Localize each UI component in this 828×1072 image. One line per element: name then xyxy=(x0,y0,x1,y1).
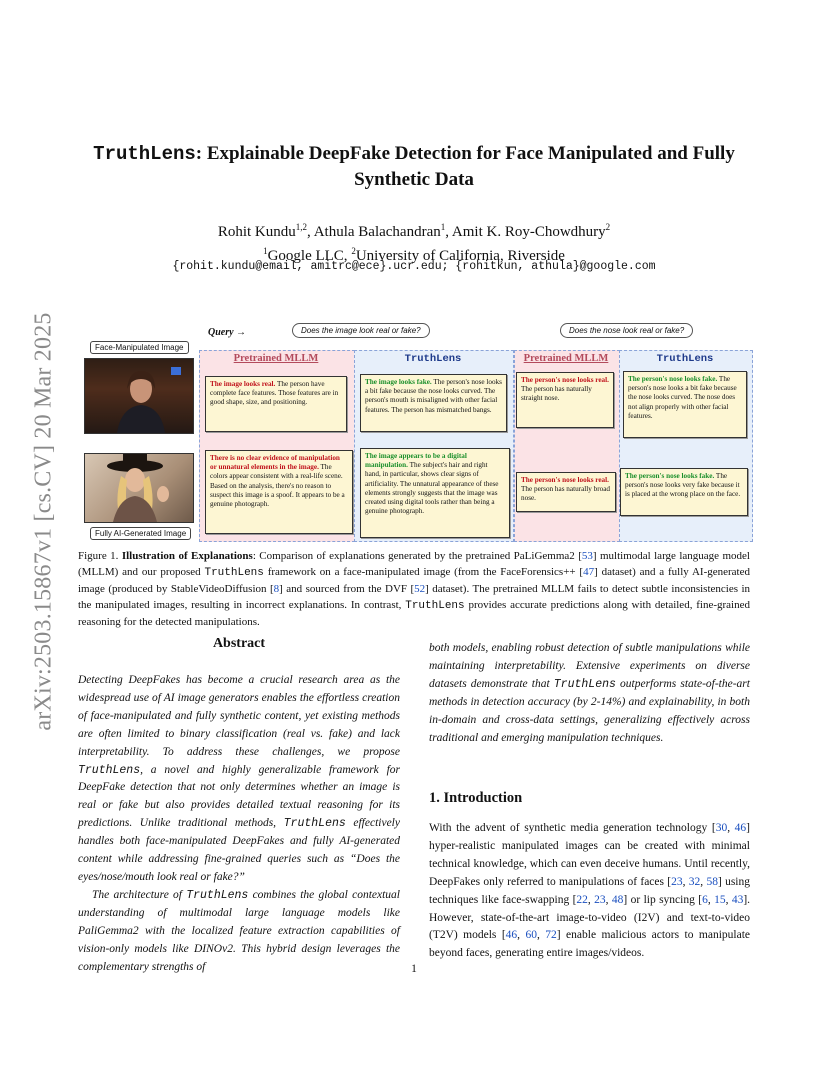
caption-bold: Illustration of Explanations xyxy=(121,550,253,562)
explanation-text: The person's nose looks very fake because it is placed at the wrong place on the face. xyxy=(625,472,741,499)
author-sup: 2 xyxy=(605,222,611,232)
column-header-pretrained: Pretrained MLLM xyxy=(523,353,609,364)
intro-text: , xyxy=(536,929,546,942)
verdict-text: The person's nose looks real. xyxy=(521,376,609,384)
explanation-note xyxy=(516,372,614,428)
figure-1 xyxy=(84,320,754,542)
explanation-text: The colors appear consistent with a real-life scene. Based on the analysis, there's no reason to suspect this image is a spoof. It appears to be a genuine photograph. xyxy=(210,463,345,509)
abstract-continued xyxy=(429,640,750,747)
abstract-heading: Abstract xyxy=(212,636,266,651)
citation-link[interactable]: 48 xyxy=(611,893,624,906)
explanation-note xyxy=(205,450,353,534)
citation-link[interactable]: 52 xyxy=(414,583,426,595)
explanation-note xyxy=(360,374,507,432)
intro-text: , xyxy=(682,875,689,888)
author-block: Rohit Kundu$^{1,2}$, Athula Balachandran$^1$, Amit K. Roy-Chowdhury$^2$ $^1$Google LLC, $^2$University of California, Riverside xyxy=(217,222,611,264)
explanation-note xyxy=(620,468,748,516)
explanation-note xyxy=(516,472,616,512)
explanation-text: The person's nose looks a bit fake because the nose looks curved. The person's mouth is misaligned with other facial features. The person has mismatched bangs. xyxy=(365,378,502,414)
author-name: Athula Balachandran xyxy=(313,224,441,240)
affiliation: Google LLC, xyxy=(267,248,352,264)
citation-link[interactable]: 32 xyxy=(688,875,701,888)
intro-text: ] using techniques like face-swapping [ xyxy=(429,875,750,906)
intro-text: ] hyper-realistic manipulated images can be created with minimal technical knowledge, which can even deceive humans. Until recently, DeepFakes only referred to manipulations of faces [ xyxy=(429,822,751,888)
abstract-paragraph xyxy=(78,672,400,887)
abstract-text: effectively handles both face-manipulated DeepFakes and fully AI-generated content while addressing fine-grained queries such as “Does the eyes/nose/mouth look real or fake?” xyxy=(78,817,400,883)
affiliation-sup: 1 xyxy=(263,246,268,256)
face-manipulated-label: Face-Manipulated Image xyxy=(90,341,189,354)
caption-text: provides accurate predictions along with detailed, fine-grained reasoning for the detected manipulations. xyxy=(78,599,750,628)
column-header-truthlens: TruthLens xyxy=(656,353,714,365)
verdict-text: The person's nose looks fake. xyxy=(625,472,715,480)
caption-label: Figure 1. xyxy=(78,550,119,562)
abstract-text: The architecture of xyxy=(92,888,187,901)
author-sup: 1 xyxy=(440,222,446,232)
title-line2: Synthetic Data xyxy=(354,169,474,190)
abstract-text: both models, enabling robust detection of subtle manipulations while maintaining interpretability. Extensive experiments on diverse datasets demonstrate that xyxy=(429,642,750,690)
citation-link[interactable]: 8 xyxy=(273,583,280,595)
intro-text: , xyxy=(707,893,715,906)
explanation-note xyxy=(623,371,747,438)
verdict-text: There is no clear evidence of manipulation or unnatural elements in the image. xyxy=(210,454,340,472)
method-name: TruthLens xyxy=(405,600,465,612)
citation-link[interactable]: 30 xyxy=(715,822,728,834)
title-method-name: TruthLens xyxy=(93,143,196,165)
title-line1: : Explainable DeepFake Detection for Face Manipulated and Fully xyxy=(195,143,735,164)
verdict-text: The image looks real. xyxy=(210,380,276,388)
query-bubble-image: Does the image look real or fake? xyxy=(292,323,430,338)
column-header-pretrained: Pretrained MLLM xyxy=(233,353,319,364)
verdict-text: The person's nose looks real. xyxy=(521,476,609,484)
explanation-text: The subject's hair and right hand, in particular, shows clear signs of artificiality. The unnatural appearance of these elements strongly suggests that the image was created using digital tools rather than being a genuine photograph. xyxy=(365,461,499,516)
author-name: Amit K. Roy-Chowdhury xyxy=(451,224,606,240)
citation-link[interactable]: 46 xyxy=(505,929,518,942)
caption-text: ] multimodal large language model (MLLM) and our proposed xyxy=(78,550,750,578)
intro-text: , xyxy=(517,929,526,942)
intro-text: , xyxy=(605,893,612,906)
intro-text: ]. However, state-of-the-art image-to-video (I2V) and text-to-video (T2V) models [ xyxy=(429,893,751,942)
explanation-text: The person has naturally broad nose. xyxy=(521,485,611,503)
intro-text: ] enable malicious actors to manipulate beyond faces, generating entire images/videos. xyxy=(429,929,750,960)
abstract-text: Detecting DeepFakes has become a crucial research area as the widespread use of AI image generators enables the effortless creation of face-manipulated and fully synthetic content, yet existing methods are often limited to binary classification (real vs. fake) and lack interpretability. To address these challenges, we propose xyxy=(78,674,400,758)
author-emails: {rohit.kundu@email, amitrc@ece}.ucr.edu; {rohitkun, athula}@google.com xyxy=(172,260,656,273)
citation-link[interactable]: 72 xyxy=(545,929,557,942)
citation-link[interactable]: 58 xyxy=(706,875,718,888)
caption-text: framework on a face-manipulated image (from the FaceForensics++ [ xyxy=(263,566,584,578)
figure-caption xyxy=(78,548,750,630)
section-heading-introduction: 1. Introduction xyxy=(429,790,523,806)
intro-text: ] or lip syncing [ xyxy=(623,893,703,906)
caption-text: ] dataset) and a fully AI-generated image (produced by StableVideoDiffusion [ xyxy=(78,566,750,595)
person-silhouette-icon xyxy=(85,359,193,433)
explanation-text: The person have complete face features. Those features are in good shape, size, and positioning. xyxy=(210,380,339,407)
caption-text: ] and sourced from the DVF [ xyxy=(279,583,415,595)
explanation-note xyxy=(360,448,510,538)
query-bubble-nose: Does the nose look real or fake? xyxy=(560,323,693,338)
affiliation: University of California, Riverside xyxy=(355,248,565,264)
face-manipulated-image xyxy=(84,358,194,434)
intro-text: , xyxy=(725,893,732,906)
introduction-body xyxy=(429,820,750,963)
explanation-note xyxy=(205,376,347,432)
method-name: TruthLens xyxy=(204,567,264,579)
citation-link[interactable]: 23 xyxy=(594,893,606,906)
verdict-text: The person's nose looks fake. xyxy=(628,375,718,383)
verdict-text: The image appears to be a digital manipulation. xyxy=(365,452,467,470)
intro-text: , xyxy=(587,893,595,906)
citation-link[interactable]: 43 xyxy=(731,893,744,906)
citation-link[interactable]: 6 xyxy=(702,893,708,906)
method-name: TruthLens xyxy=(283,817,346,831)
method-name: TruthLens xyxy=(553,677,616,691)
citation-link[interactable]: 47 xyxy=(583,566,595,578)
arxiv-stamp: arXiv:2503.15867v1 [cs.CV] 20 Mar 2025 xyxy=(30,312,57,731)
method-name: TruthLens xyxy=(78,763,141,777)
citation-link[interactable]: 22 xyxy=(576,893,588,906)
citation-link[interactable]: 60 xyxy=(525,929,537,942)
author-name: Rohit Kundu xyxy=(217,224,296,240)
caption-text: : Comparison of explanations generated by the pretrained PaLiGemma2 [ xyxy=(252,550,582,562)
query-label: Query → xyxy=(208,327,247,338)
intro-text: , xyxy=(727,822,735,834)
verdict-text: The image looks fake. xyxy=(365,378,432,386)
citation-link[interactable]: 15 xyxy=(714,893,726,906)
ai-generated-label: Fully AI-Generated Image xyxy=(90,527,191,540)
abstract-text: combines the global contextual understanding of multimodal large language models like PaliGemma2 with the localized feature extraction capabilities of vision-only models like DINOv2. This hybrid design leverages the complementary strengths of xyxy=(78,888,400,973)
abstract-text: outperforms state-of-the-art methods in detection accuracy (by 2-14%) and explainability, in both in-domain and cross-data settings, generalizing effectively across traditional and emerging manipulation techniques. xyxy=(429,677,750,744)
page-number: 1 xyxy=(411,963,417,975)
explanation-text: The person has naturally straight nose. xyxy=(521,385,592,403)
citation-link[interactable]: 23 xyxy=(671,875,683,888)
column-header-truthlens: TruthLens xyxy=(404,353,462,365)
citation-link[interactable]: 46 xyxy=(734,822,747,834)
intro-text: , xyxy=(700,875,707,888)
method-name: TruthLens xyxy=(186,888,249,902)
affiliation-sup: 2 xyxy=(351,246,356,256)
author-sup: 1,2 xyxy=(295,222,308,232)
caption-text: ] dataset). The pretrained MLLM fails to detect subtle inconsistencies in the manipulated images, resulting in incorrect explanations. In contrast, xyxy=(78,583,750,611)
citation-link[interactable]: 53 xyxy=(581,550,593,562)
person-with-hat-icon xyxy=(85,454,193,522)
explanation-text: The person's nose looks a bit fake because the nose looks curved. The nose does not align properly with other facial features. xyxy=(628,375,737,420)
abstract-text: , a novel and highly generalizable framework for DeepFake detection that not only determines whether an image is real or fake but also provides detailed textual reasoning for its predictions. Unlike traditional methods, xyxy=(78,763,400,830)
ai-generated-image xyxy=(84,453,194,523)
abstract-body xyxy=(78,672,400,976)
intro-text: With the advent of synthetic media generation technology [ xyxy=(429,822,716,834)
abstract-paragraph xyxy=(78,887,400,977)
paper-title xyxy=(60,141,768,193)
